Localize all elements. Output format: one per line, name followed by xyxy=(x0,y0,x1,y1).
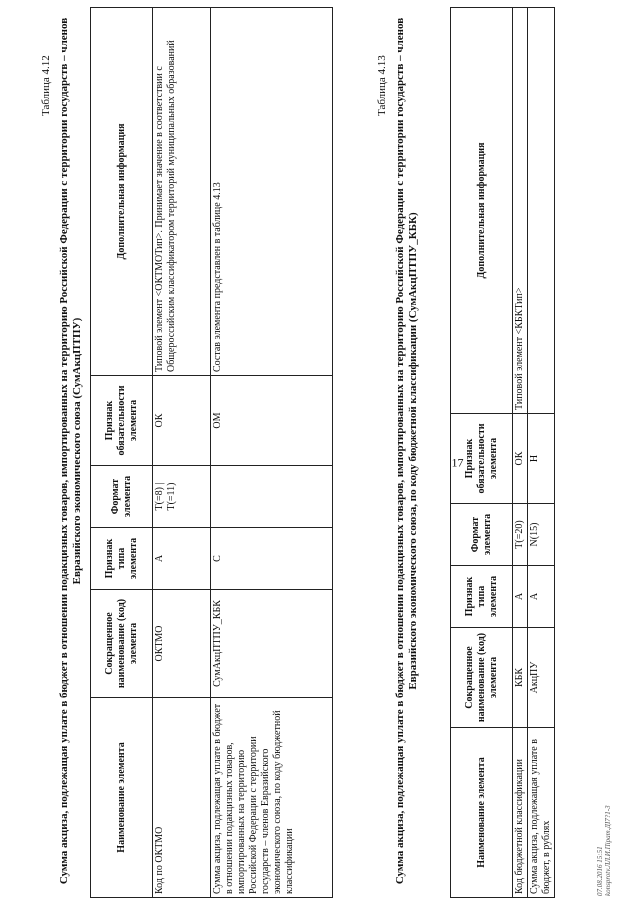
table-row xyxy=(513,8,528,898)
table1 xyxy=(90,7,333,898)
footer-stamp xyxy=(596,805,612,896)
t2-cell: А xyxy=(528,566,555,628)
t1-cell: СумАкцПТПУ_КБК xyxy=(211,590,333,698)
t1-cell: Код по ОКТМО xyxy=(153,698,211,898)
t1-cell: Состав элемента представлен в таблице 4.13 xyxy=(211,8,333,376)
table-row xyxy=(528,8,555,898)
t2-cell: Н xyxy=(528,414,555,504)
t2-cell: КБК xyxy=(513,628,528,728)
t2-cell: N(15) xyxy=(528,504,555,566)
t2-header: Признак типа элемента xyxy=(451,566,513,628)
table2 xyxy=(450,7,555,898)
t1-cell: С xyxy=(211,528,333,590)
t2-header: Наименование элемента xyxy=(451,728,513,898)
t2-cell: T(=20) xyxy=(513,504,528,566)
t2-cell: Код бюджетной классификации xyxy=(513,728,528,898)
t1-cell: Типовой элемент <ОКТМОТип>. Принимает значение в соответствии с Общероссийским классификатором территорий муниципальных образований xyxy=(153,8,211,376)
table1-label: Таблица 4.12 xyxy=(40,55,52,116)
t2-header: Признак обязательности элемента xyxy=(451,414,513,504)
t2-cell xyxy=(528,8,555,414)
t1-header: Сокращенное наименование (код) элемента xyxy=(91,590,153,698)
table2-label: Таблица 4.13 xyxy=(376,55,388,116)
t1-header: Признак типа элемента xyxy=(91,528,153,590)
t1-cell xyxy=(211,466,333,528)
table-row xyxy=(211,8,333,898)
t2-cell: А xyxy=(513,566,528,628)
t2-cell: ОК xyxy=(513,414,528,504)
t1-header: Признак обязательности элемента xyxy=(91,376,153,466)
t2-cell: АкцПУ xyxy=(528,628,555,728)
t1-cell: А xyxy=(153,528,211,590)
footer-line: konsprotv.ЛЛ.И.Пірат.ДІ7?1-3 xyxy=(604,805,612,896)
t2-cell: Сумма акциза, подлежащая уплате в бюджет, в рублях xyxy=(528,728,555,898)
t1-header: Наименование элемента xyxy=(91,698,153,898)
footer-line: 07.08.2016 15:51 xyxy=(596,846,604,896)
t2-header: Формат элемента xyxy=(451,504,513,566)
t1-header: Формат элемента xyxy=(91,466,153,528)
t1-cell: ОКТМО xyxy=(153,590,211,698)
t1-cell: ОМ xyxy=(211,376,333,466)
t2-cell: Типовой элемент <КБКТип> xyxy=(513,8,528,414)
t1-cell: T(=8) | T(=11) xyxy=(153,466,211,528)
table1-title: Сумма акциза, подлежащая уплате в бюджет в отношении подакцизных товаров, импортированных на территорию Российской Федерации с территории государств – членов Евразийского экономического союза (СумАкцПТПУ) xyxy=(58,17,83,885)
t1-cell: ОК xyxy=(153,376,211,466)
table-row xyxy=(153,8,211,898)
t2-header: Дополнительная информация xyxy=(451,8,513,414)
t1-header: Дополнительная информация xyxy=(91,8,153,376)
t2-header: Сокращенное наименование (код) элемента xyxy=(451,628,513,728)
t1-cell: Сумма акциза, подлежащая уплате в бюджет в отношении подакцизных товаров, импортированных на территорию Российской Федерации с территории государств – членов Евразийского экономического союза, по коду бюджетной классификации xyxy=(211,698,333,898)
table2-title: Сумма акциза, подлежащая уплате в бюджет в отношении подакцизных товаров, импортированных на территорию Российской Федерации с территории государств – членов Евразийского экономического союза, по коду бюджетной классификации (СумАкцПТПУ_КБК) xyxy=(394,17,419,885)
page-number: 17 xyxy=(451,455,464,470)
